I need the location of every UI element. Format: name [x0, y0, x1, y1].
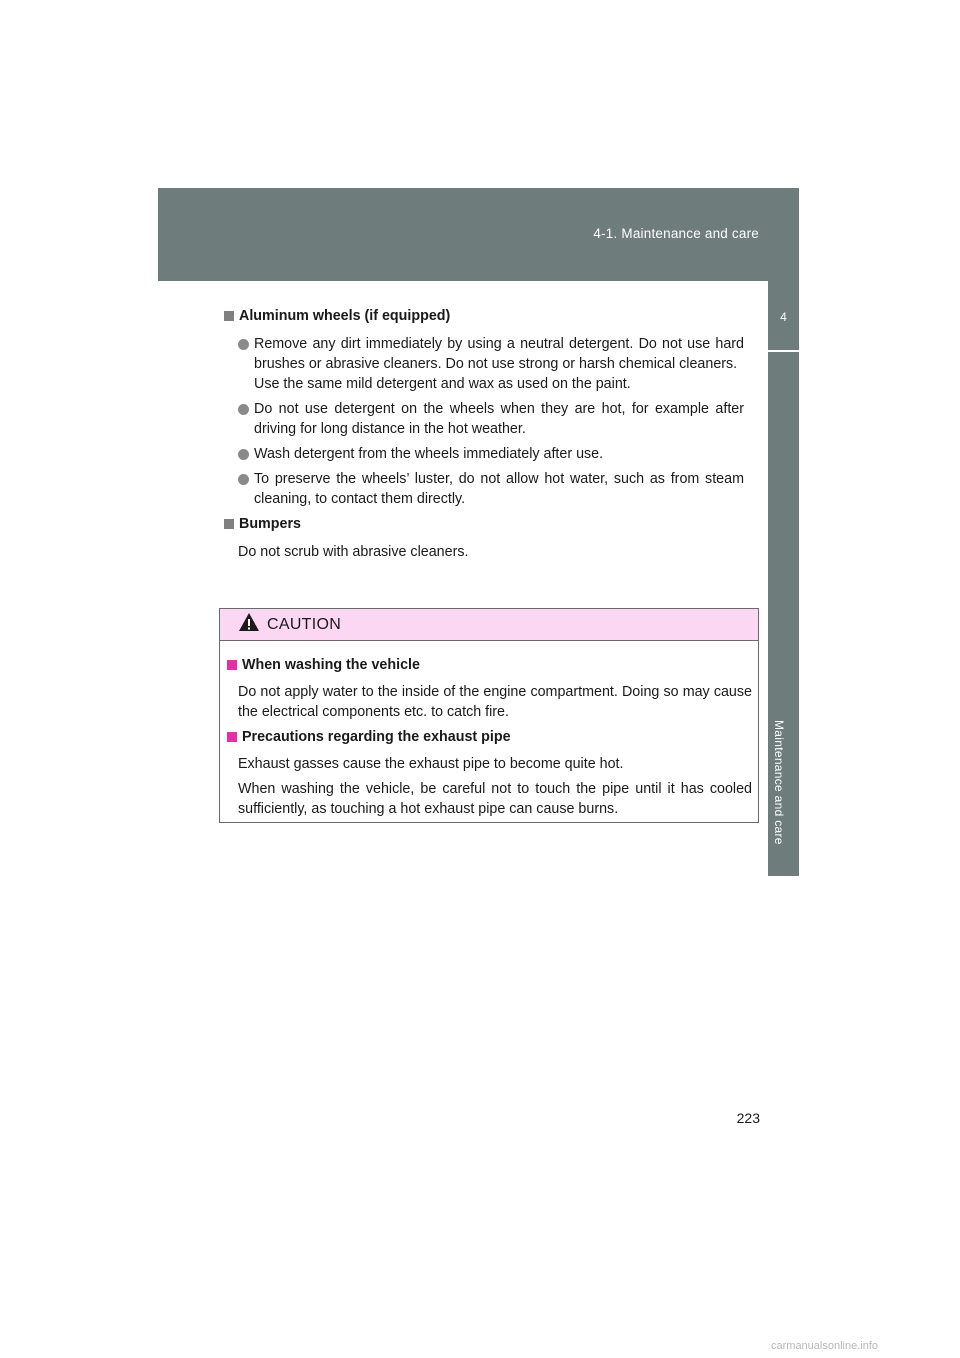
caution-header: [220, 609, 758, 641]
list-item: [238, 444, 744, 464]
section-heading-aluminum-wheels: Aluminum wheels (if equipped): [224, 306, 744, 326]
bullet-text: Remove any dirt immediately by using a neutral detergent. Do not use hard brushes or abrasive cleaners. Do not use strong or harsh chemical cleaners.: [254, 336, 744, 372]
caution-item-text: Do not apply water to the inside of the engine compartment. Doing so may cause the electrical components etc. to catch fire.: [238, 684, 752, 720]
circle-bullet-icon: [238, 449, 249, 460]
warning-triangle-icon: [238, 612, 260, 637]
caution-body: [220, 641, 758, 819]
circle-bullet-icon: [238, 404, 249, 415]
header-band: [158, 188, 799, 281]
list-item: [238, 399, 744, 439]
circle-bullet-icon: [238, 474, 249, 485]
square-bullet-icon: [227, 732, 237, 742]
main-content: [224, 306, 744, 568]
list-item: [238, 334, 744, 394]
caution-item-heading: When washing the vehicle: [227, 655, 752, 675]
watermark: carmanualsonline.info: [771, 1340, 879, 1352]
caution-box: [219, 608, 759, 823]
list-item: [238, 469, 744, 509]
caution-item-text: When washing the vehicle, be careful not to touch the pipe until it has cooled sufficiently, as touching a hot exhaust pipe can cause burns.: [238, 781, 752, 817]
square-bullet-icon: [227, 660, 237, 670]
square-bullet-icon: [224, 311, 234, 321]
bumpers-text: Do not scrub with abrasive cleaners.: [238, 544, 469, 560]
chapter-number: 4: [780, 310, 787, 324]
caution-item-text: Exhaust gasses cause the exhaust pipe to become quite hot.: [238, 756, 624, 772]
section-header-title: 4-1. Maintenance and care: [593, 226, 759, 241]
section-heading-bumpers: Bumpers: [224, 514, 744, 534]
side-tab-divider: [768, 350, 799, 352]
caution-item-heading: Precautions regarding the exhaust pipe: [227, 727, 752, 747]
bullet-text: Wash detergent from the wheels immediately after use.: [254, 446, 604, 462]
page-number: 223: [736, 1110, 760, 1126]
bullet-text: Use the same mild detergent and wax as used on the paint.: [254, 376, 631, 392]
caution-label: CAUTION: [267, 615, 342, 633]
bullet-text: To preserve the wheels’ luster, do not allow hot water, such as from steam cleaning, to contact them directly.: [254, 471, 744, 507]
bullet-text: Do not use detergent on the wheels when they are hot, for example after driving for long distance in the hot weather.: [254, 401, 744, 437]
square-bullet-icon: [224, 519, 234, 529]
chapter-label: Maintenance and care: [772, 720, 786, 845]
circle-bullet-icon: [238, 339, 249, 350]
